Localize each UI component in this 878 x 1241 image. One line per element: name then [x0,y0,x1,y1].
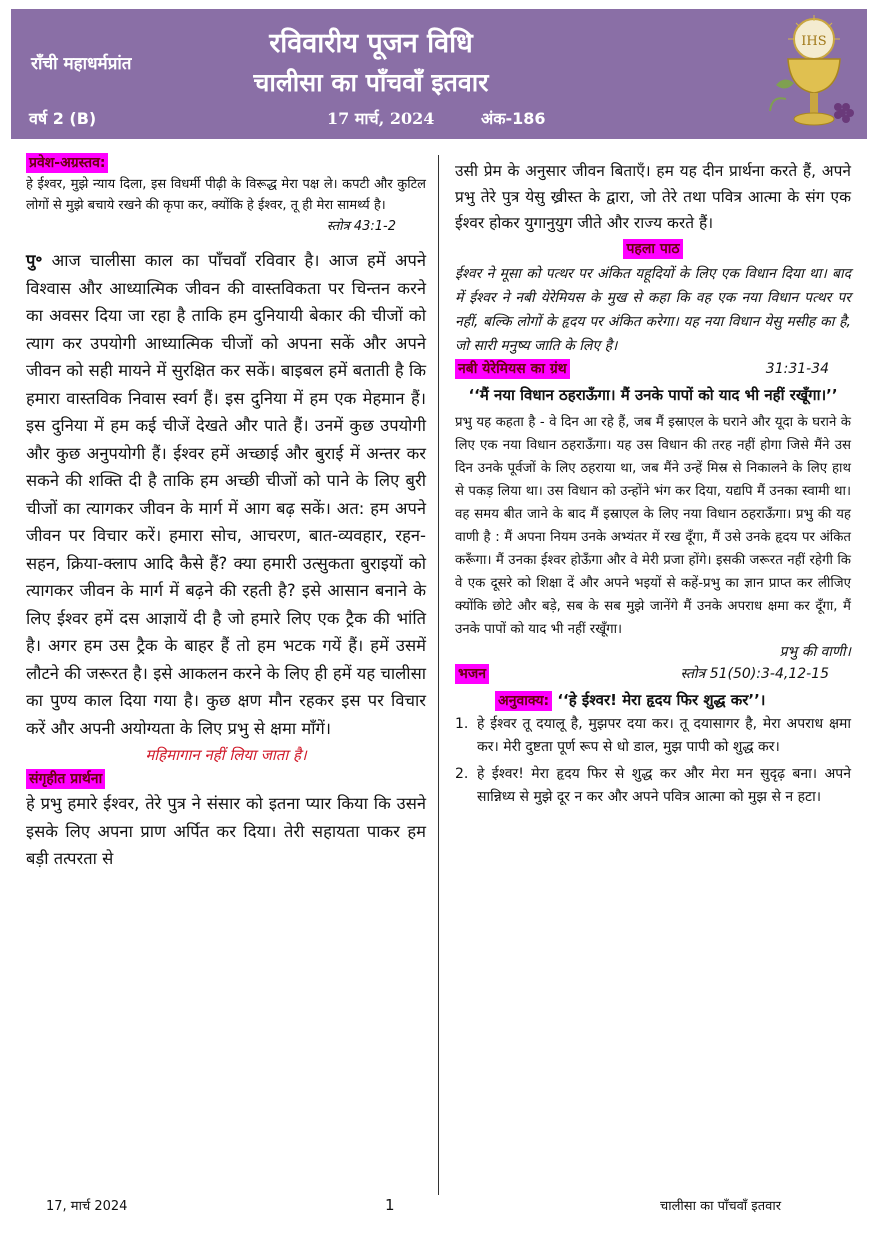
reading-quote: ‘‘मैं नया विधान ठहराऊँगा। मैं उनके पापों को याद भी नहीं रखूँगा।’’ [468,386,838,404]
book-heading: नबी येरेमियस का ग्रंथ [455,359,570,379]
word-of-lord: प्रभु की वाणी। [779,644,851,660]
psalm-verse [455,763,851,809]
footer-date: 17, मार्च 2024 [46,1199,128,1214]
reading-text: प्रभु यह कहता है - वे दिन आ रहे हैं, जब मैं इस्राएल के घराने और यूदा के घराने के लिए एक नया विधान ठहराऊँगा। यह उस विधान की तरह नहीं होगा जिसे मैंने उस दिन उनके पूर्वजों के लिए ठहराया था, जब मैंने उन्हें मिस्र से निकालने के लिए हाथ से पकड़ लिया था। उस विधान को उन्होंने भंग कर दिया, यद्यपि मैं उनका स्वामी था। वह समय बीत जाने के बाद मैं इस्राएल के लिए नया विधान ठहराऊँगा। प्रभु की यह वाणी है : मैं अपना नियम उनके अभ्यंतर में रख दूँगा, मैं उसे उनके हृदय पर अंकित करूँगा। मैं उनका ईश्वर होऊँगा और वे मेरी प्रजा होंगे। इसकी जरूरत नहीं रहेगी कि वे एक दूसरे को शिक्षा दें और अपने भइयों से कहें-प्रभु का ज्ञान प्राप्त कर लीजिए क्योंकि छोटे और बड़े, सब के सब मुझे जानेंगे मैं उनके अपराध क्षमा कर दूँगा, मैं उनके पापों को याद भी नहीं रखूँगा। [455,415,851,637]
chalice-host-icon [766,15,861,135]
page-subtitle: चालीसा का पाँचवाँ इतवार [253,68,489,97]
gloria-note: महिमागान नहीं लिया जाता है। [145,746,307,764]
collect-continued: उसी प्रेम के अनुसार जीवन बिताएँ। हम यह दीन प्रार्थना करते हैं, अपने प्रभु तेरे पुत्र येसु ख्रीस्त के द्वारा, जो तेरे तथा पवित्र आत्मा के संग एक ईश्वर होकर युगानुयुग जीते और राज्य करते हैं। [455,162,851,232]
liturgical-year: वर्ष 2 (B) [29,109,97,128]
collect-prayer: हे प्रभु हमारे ईश्वर, तेरे पुत्र ने संसार को इतना प्यार किया कि उसने इसके लिए अपना प्राण अर्पित कर दिया। तेरी सहायता पाकर हम बड़ी तत्परता से [26,794,426,868]
priest-text: आज चालीसा काल का पाँचवाँ रविवार है। आज हमें अपने विश्वास और आध्यात्मिक जीवन की वास्तविकता पर चिन्तन करने का अवसर दिया जा रहा है ताकि हम दुनियायी बेकार की चीजों को त्याग कर उपयोगी आध्यात्मिक चीजों को अपना सकें और अपने जीवन को सही मायने में सुरक्षित कर सकें। बाइबल हमें बताती है कि हमारा वास्तविक निवास स्वर्ग हैं। इस दुनिया में हम एक मेहमान हैं। इस दुनिया में हम कई चीजें देखते और पाते हैं। उनमें कुछ उपयोगी और कुछ अनुपयोगी हैं। ईश्वर हमें अच्छाई और बुराई में अन्तर कर सकने की शक्ति दी है ताकि हम अच्छी चीजों को पाने के लिए बुरी चीजों का त्यागकर जीवन के मार्ग में आग बढ़ सकें। अत: हम अपने जीवन पर विचार करें। हमारा सोच, आचरण, बात-व्यवहार, रहन-सहन, क्रिया-क्लाप आदि कैसे हैं? क्या हमारी उत्सुकता बुराइयों को त्यागकर जीवन के मार्ग में बढ़ने की रहती है? इसे आसान बनाने के लिए ईश्वर हमें दस आज्ञायें दी है जो हमारे लिए एक ट्रैक की भांति है। अगर हम उस ट्रैक के बाहर हैं तो हम भटक गयें हैं। हमें उसमें लौटने की जरूरत है। इसे आकलन करने के लिए ही हमें यह चालीसा का पुण्य काल दिया गया है। कुछ क्षण मौन रहकर इस पर विचार करें और अपनी अयोग्यता के लिए प्रभु से क्षमा माँगें। [26,251,427,738]
logo-text: IHS [801,34,827,49]
page-number: 1 [385,1196,395,1214]
left-column [26,152,426,873]
issue-number: अंक-186 [481,109,546,128]
priest-introduction [26,247,426,742]
refrain-text: ‘‘हे ईश्वर! मेरा हृदय फिर शुद्ध कर’’। [557,691,766,709]
page-title: रविवारीय पूजन विधि [269,28,473,59]
psalm-ref: स्तोत्र 51(50):3-4,12-15 [680,666,829,682]
first-reading-intro: ईश्वर ने मूसा को पत्थर पर अंकित यहूदियों के लिए एक विधान दिया था। बाद में ईश्वर ने नबी येरेमियस के मुख से कहा कि वह एक नया विधान पत्थर पर नहीं, बल्कि लोगों के हृदय पर अंकित करेगा। यह नया विधान येसु मसीह का है, जो सारी मनुष्य जाति के लिए है। [455,266,851,354]
first-reading-heading: पहला पाठ [623,239,682,259]
psalm-verse [455,713,851,759]
entrance-heading: प्रवेश-अग्रस्तव: [26,153,108,173]
book-ref: 31:31-34 [765,361,829,377]
psalm-refrain [495,689,851,711]
verse-number: 1. [455,716,469,732]
psalm-heading: भजन [455,664,489,684]
page-header [11,9,867,139]
column-divider [438,155,439,1195]
entrance-antiphon: हे ईश्वर, मुझे न्याय दिला, इस विधर्मी पीढ़ी के विरूद्ध मेरा पक्ष ले। कपटी और कुटिल लोगों से मुझे बचाये रखने की कृपा कर, क्योंकि हे ईश्वर, तू ही मेरा सामर्थ्य है। [26,177,426,213]
verse-text: हे ईश्वर! मेरा हृदय फिर से शुद्ध कर और मेरा मन सुदृढ़ बना। अपने सान्निध्य से मुझे दूर न कर और अपने पवित्र आत्मा को मुझ से न हटा। [477,766,851,805]
psalm-verses [455,713,851,809]
verse-text: हे ईश्वर तू दयालू है, मुझपर दया कर। तू दयासागर है, मेरा अपराध क्षमा कर। मेरी दुष्टता पूर्ण रूप से धो डाल, मुझ पापी को शुद्ध कर। [477,716,851,755]
refrain-label: अनुवाक्य: [495,691,552,711]
header-date: 17 मार्च, 2024 [327,109,435,128]
right-column [455,158,851,813]
verse-number: 2. [455,766,469,782]
diocese-name: राँची महाधर्मप्रांत [31,54,132,74]
collect-heading: संगृहीत प्रार्थना [26,769,105,789]
entrance-ref: स्तोत्र 43:1-2 [326,219,396,234]
footer-title: चालीसा का पाँचवाँ इतवार [660,1199,782,1214]
priest-label: पु॰ [26,251,43,270]
